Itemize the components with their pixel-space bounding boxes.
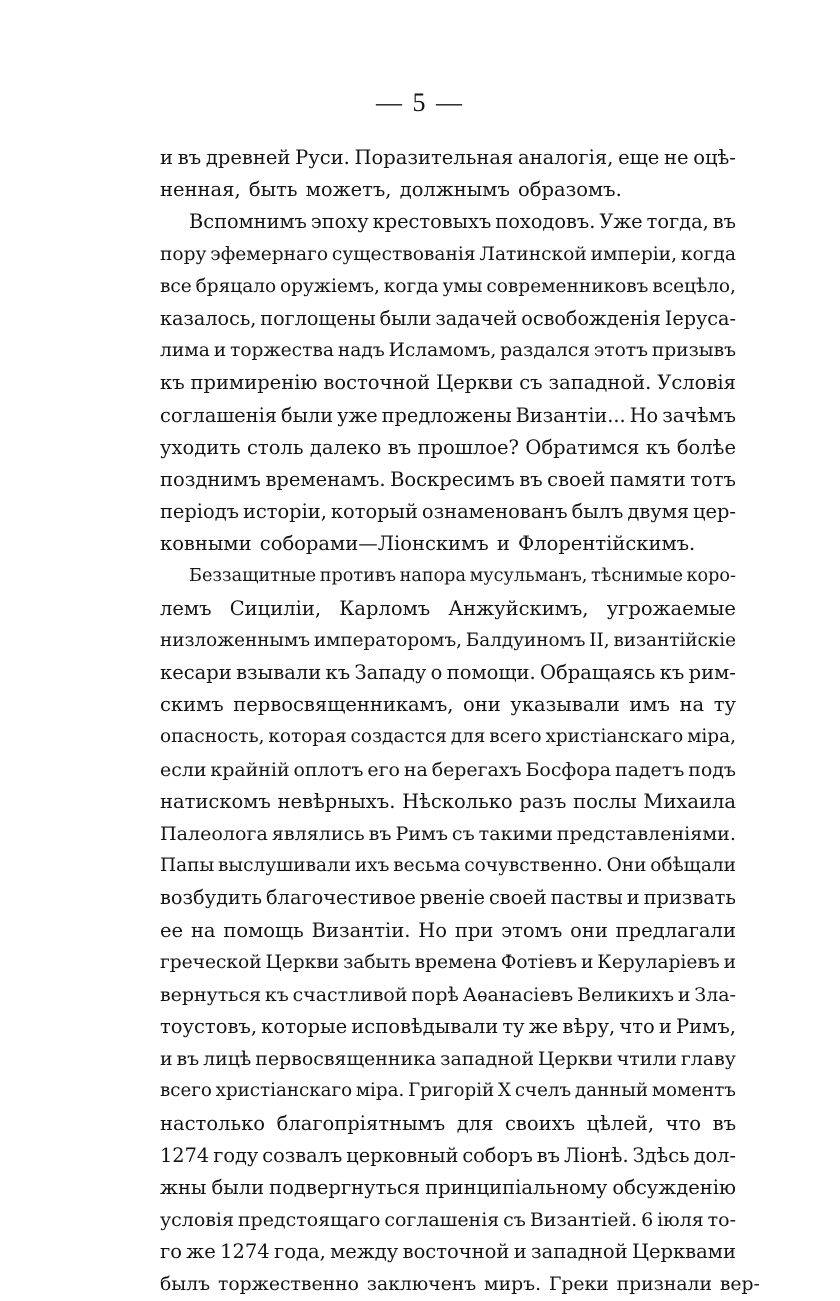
text-line: 1274 году созвалъ церковный соборъ въ Ліонѣ. Здѣсь дол- xyxy=(160,1143,736,1167)
text-line: пору эфемернаго существованія Латинской имперіи, когда xyxy=(160,243,736,265)
text-line: все бряцало оружіемъ, когда умы современниковъ всецѣло, xyxy=(160,275,736,297)
page-number: — 5 — xyxy=(376,88,464,117)
text-line: жны были подвергнуться принципіальному обсужденію xyxy=(160,1176,736,1199)
text-line: уходить столь далеко въ прошлое? Обратимся къ болѣе xyxy=(160,435,736,459)
text-line: и въ древней Руси. Поразительная аналогія, еще не оцѣ- xyxy=(160,146,736,169)
text-line: ненная, быть можетъ, должнымъ образомъ. xyxy=(160,178,622,202)
text-line: соглашенія были уже предложены Византіи... Но зачѣмъ xyxy=(160,403,736,427)
text-line: возбудить благочестивое рвеніе своей паствы и призвать xyxy=(160,886,736,910)
text-line: го же 1274 года, между восточной и западной Церквами xyxy=(160,1240,736,1264)
text-line: кесари взывали къ Западу о помощи. Обращаясь къ рим- xyxy=(160,661,736,684)
body-text xyxy=(160,142,760,1301)
text-line: Палеолога являлись въ Римъ съ такими представленіями. xyxy=(160,822,736,845)
text-line: и въ лицѣ первосвященника западной Церкви чтили главу xyxy=(160,1048,736,1071)
paragraph xyxy=(160,206,736,560)
text-line: настолько благопріятнымъ для своихъ цѣлей, что въ xyxy=(160,1111,736,1135)
text-line: условія предстоящаго соглашенія съ Византіей. 6 іюля то- xyxy=(160,1209,736,1232)
paragraph xyxy=(160,560,760,1300)
text-line: ее на помощь Византіи. Но при этомъ они предлагали xyxy=(160,918,736,942)
text-line: былъ торжественно заключенъ миръ. Греки признали вер- xyxy=(160,1273,760,1295)
text-line: казалось, поглощены были задачей освобожденія Іеруса- xyxy=(160,306,736,330)
text-line: Беззащитные противъ напора мусульманъ, тѣснимые коро- xyxy=(189,566,736,587)
text-line: тоустовъ, которые исповѣдывали ту же вѣру, что и Римъ, xyxy=(160,1015,736,1039)
text-line: вернуться къ счастливой порѣ Аѳанасіевъ Великихъ и Зла- xyxy=(160,983,736,1006)
text-line: лима и торжества надъ Исламомъ, раздался этотъ призывъ xyxy=(160,340,736,362)
text-line: низложеннымъ императоромъ, Балдуиномъ II, византійскіе xyxy=(160,629,736,651)
text-line: лемъ Сициліи, Карломъ Анжуйскимъ, угрожаемые xyxy=(160,596,736,620)
text-line: ковными соборами—Ліонскимъ и Флорентійскимъ. xyxy=(160,532,696,556)
text-line: періодъ исторіи, который ознаменованъ былъ двумя цер- xyxy=(160,500,736,524)
text-line: греческой Церкви забыть времена Фотіевъ и Керуларіевъ и xyxy=(160,951,736,973)
text-line: Папы выслушивали ихъ весьма сочувственно. Они обѣщали xyxy=(160,855,736,877)
text-line: всего христіанскаго міра. Григорій X счелъ данный моментъ xyxy=(160,1080,736,1102)
text-line: къ примиренію восточной Церкви съ западной. Условія xyxy=(160,371,736,395)
text-line: если крайній оплотъ его на берегахъ Босфора падетъ подъ xyxy=(160,758,736,781)
text-line: Вспомнимъ эпоху крестовыхъ походовъ. Уже тогда, въ xyxy=(189,210,736,234)
paragraph xyxy=(160,142,736,206)
text-line: опасность, которая создастся для всего христіанскаго міра, xyxy=(160,726,736,748)
text-line: позднимъ временамъ. Воскресимъ въ своей памяти тотъ xyxy=(160,467,736,491)
text-line: натискомъ невѣрныхъ. Нѣсколько разъ послы Михаила xyxy=(160,789,736,813)
text-line: скимъ первосвященникамъ, они указывали имъ на ту xyxy=(160,693,736,717)
